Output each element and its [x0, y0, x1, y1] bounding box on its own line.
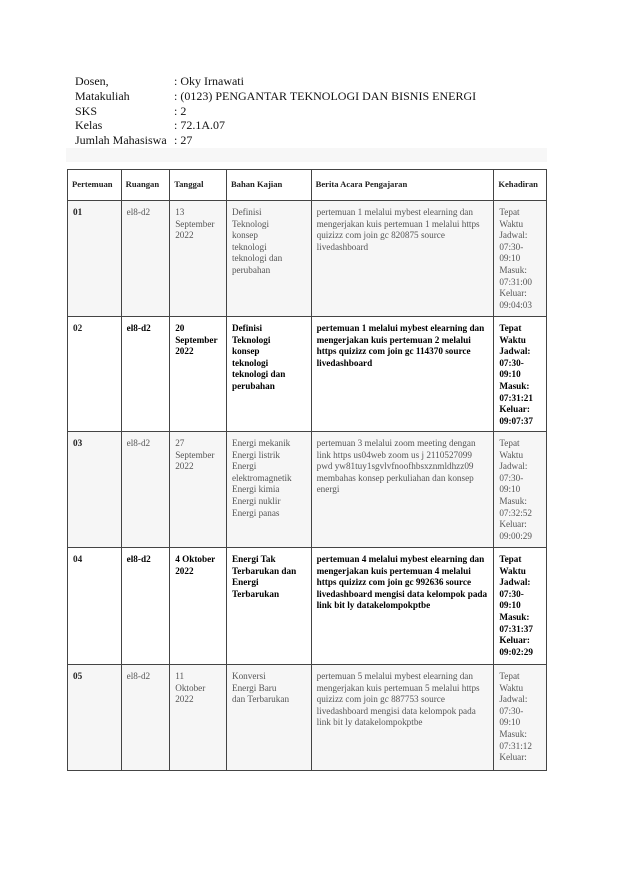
cell-ruangan: el8-d2 — [121, 432, 170, 548]
info-label: Matakuliah — [75, 88, 130, 103]
info-value: : Oky Irnawati — [174, 74, 244, 88]
cell-berita-acara: pertemuan 3 melalui zoom meeting dengan link https us04web zoom us j 2110527099 pwd yw81tuy1sgvlvfnoofhbsxznmldhzz09 membahas konsep perkuliahan dan konsep energi — [311, 432, 494, 548]
cell-bahan-kajian: Definisi Teknologi konsep teknologi teknologi dan perubahan — [226, 317, 311, 432]
table-row — [68, 548, 547, 665]
info-row-kelas — [75, 118, 476, 133]
cell-tanggal: 20 September 2022 — [170, 317, 227, 432]
cell-pertemuan: 04 — [68, 548, 122, 665]
cell-pertemuan: 05 — [68, 665, 122, 771]
table-row — [68, 317, 547, 432]
table-row — [68, 432, 547, 548]
cell-berita-acara: pertemuan 1 melalui mybest elearning dan mengerjakan kuis pertemuan 2 melalui https quizizz com join gc 114370 source livedashboard — [311, 317, 494, 432]
info-value: : 2 — [174, 103, 187, 118]
info-value: : 27 — [174, 133, 193, 148]
table-row — [68, 665, 547, 771]
info-label: SKS — [75, 103, 98, 118]
info-label: Jumlah Mahasiswa — [75, 133, 167, 148]
info-label: Dosen, — [75, 74, 109, 88]
cell-bahan-kajian: Konversi Energi Baru dan Terbarukan — [226, 665, 311, 771]
cell-pertemuan: 02 — [68, 317, 122, 432]
info-row-jumlah-mahasiswa — [75, 133, 476, 148]
cell-kehadiran: Tepat Waktu Jadwal: 07:30- 09:10 Masuk: 07:31:00 Keluar: 09:04:03 — [494, 201, 547, 317]
cell-kehadiran: Tepat Waktu Jadwal: 07:30- 09:10 Masuk: 07:32:52 Keluar: 09:00:29 — [494, 432, 547, 548]
col-header-tanggal: Tanggal — [170, 170, 227, 201]
cell-ruangan: el8-d2 — [121, 201, 170, 317]
cell-ruangan: el8-d2 — [121, 665, 170, 771]
cell-tanggal: 11 Oktober 2022 — [170, 665, 227, 771]
info-value: : (0123) PENGANTAR TEKNOLOGI DAN BISNIS ENERGI — [174, 88, 477, 103]
cell-pertemuan: 01 — [68, 201, 122, 317]
cell-pertemuan: 03 — [68, 432, 122, 548]
col-header-ruangan: Ruangan — [121, 170, 170, 201]
table-row — [68, 201, 547, 317]
cell-kehadiran: Tepat Waktu Jadwal: 07:30- 09:10 Masuk: 07:31:21 Keluar: 09:07:37 — [494, 317, 547, 432]
cell-kehadiran: Tepat Waktu Jadwal: 07:30- 09:10 Masuk: 07:31:12 Keluar: — [494, 665, 547, 771]
cell-berita-acara: pertemuan 4 melalui mybest elearning dan mengerjakan kuis pertemuan 4 melalui https quizizz com join gc 992636 source livedashboard mengisi data kelompok pada link bit ly datakelompokptbe — [311, 548, 494, 665]
cell-berita-acara: pertemuan 5 melalui mybest elearning dan mengerjakan kuis pertemuan 5 melalui https quizizz com join gc 887753 source livedashboard mengisi data kelompok pada link bit ly datakelompokptbe — [311, 665, 494, 771]
col-header-bahan-kajian: Bahan Kajian — [226, 170, 311, 201]
cell-berita-acara: pertemuan 1 melalui mybest elearning dan mengerjakan kuis pertemuan 1 melalui https quizizz com join gc 820875 source livedashboard — [311, 201, 494, 317]
cell-bahan-kajian: Definisi Teknologi konsep teknologi teknologi dan perubahan — [226, 201, 311, 317]
cell-tanggal: 4 Oktober 2022 — [170, 548, 227, 665]
info-value: : 72.1A.07 — [174, 118, 225, 133]
cell-kehadiran: Tepat Waktu Jadwal: 07:30- 09:10 Masuk: 07:31:37 Keluar: 09:02:29 — [494, 548, 547, 665]
col-header-pertemuan: Pertemuan — [68, 170, 122, 201]
col-header-berita-acara: Berita Acara Pengajaran — [311, 170, 494, 201]
table-header-row — [68, 170, 547, 201]
info-label: Kelas — [75, 118, 103, 133]
cell-ruangan: el8-d2 — [121, 548, 170, 665]
attendance-table — [67, 169, 547, 771]
header-band — [66, 148, 547, 162]
col-header-kehadiran: Kehadiran — [494, 170, 547, 201]
course-info — [75, 74, 476, 148]
cell-bahan-kajian: Energi Tak Terbarukan dan Energi Terbarukan — [226, 548, 311, 665]
cell-bahan-kajian: Energi mekanik Energi listrik Energi elektromagnetik Energi kimia Energi nuklir Energi panas — [226, 432, 311, 548]
info-row-dosen — [75, 74, 476, 89]
info-row-sks — [75, 104, 476, 119]
cell-ruangan: el8-d2 — [121, 317, 170, 432]
cell-tanggal: 27 September 2022 — [170, 432, 227, 548]
cell-tanggal: 13 September 2022 — [170, 201, 227, 317]
info-row-matakuliah — [75, 89, 476, 104]
